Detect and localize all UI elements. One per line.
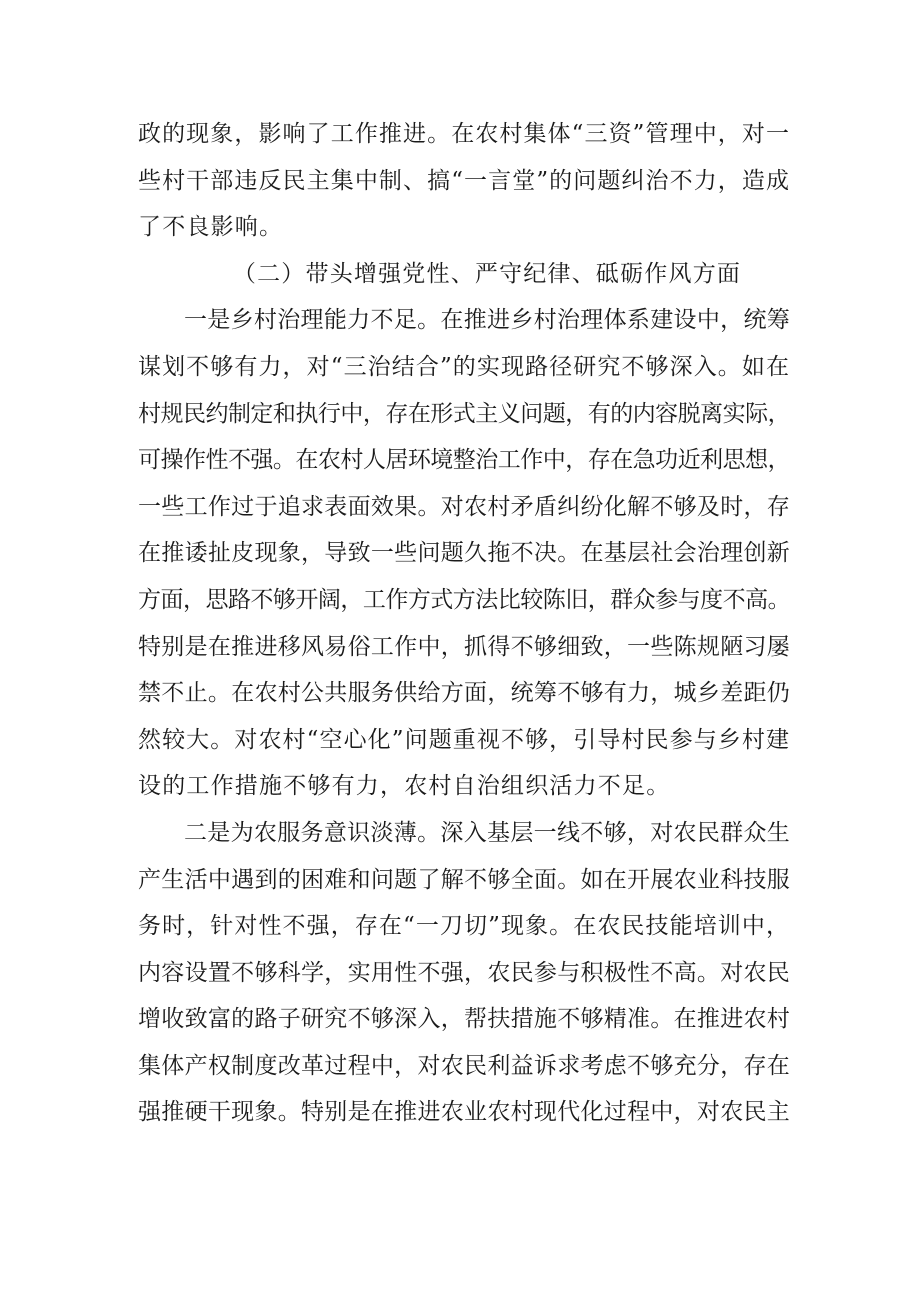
section-heading: （二）带头增强党性、严守纪律、砥砺作风方面 [232, 260, 742, 287]
document-body [138, 111, 790, 1136]
paragraph-line: 政的现象，影响了工作推进。在农村集体“三资”管理中，对一 [138, 121, 790, 147]
paragraph-line: 增收致富的路子研究不够深入，帮扶措施不够精准。在推进农村 [138, 1006, 790, 1033]
paragraph-line: 务时，针对性不强，存在“一刀切”现象。在农民技能培训中， [138, 913, 790, 940]
paragraph-line: 内容设置不够科学，实用性不强，农民参与积极性不高。对农民 [138, 959, 790, 986]
paragraph-line: 设的工作措施不够有力，农村自治组织活力不足。 [138, 773, 671, 800]
paragraph-line: 村规民约制定和执行中，存在形式主义问题，有的内容脱离实际， [138, 400, 790, 427]
paragraph-line: 一些工作过于追求表面效果。对农村矛盾纠纷化解不够及时，存 [138, 493, 790, 520]
paragraph-line: 禁不止。在农村公共服务供给方面，统筹不够有力，城乡差距仍 [138, 680, 790, 707]
paragraph-line: 特别是在推进移风易俗工作中，抓得不够细致，一些陈规陋习屡 [138, 633, 790, 660]
paragraph-line: 集体产权制度改革过程中，对农民利益诉求考虑不够充分，存在 [138, 1052, 790, 1079]
paragraph-line: 在推诿扯皮现象，导致一些问题久拖不决。在基层社会治理创新 [138, 540, 790, 567]
paragraph-line: 二是为农服务意识淡薄。深入基层一线不够，对农民群众生 [184, 819, 790, 846]
paragraph-line: 了不良影响。 [138, 214, 284, 241]
paragraph-line: 一是乡村治理能力不足。在推进乡村治理体系建设中，统筹 [184, 307, 790, 334]
paragraph-line: 些村干部违反民主集中制、搞“一言堂”的问题纠治不力，造成 [138, 167, 790, 194]
paragraph-line: 可操作性不强。在农村人居环境整治工作中，存在急功近利思想， [138, 447, 790, 474]
paragraph-line: 方面，思路不够开阔，工作方式方法比较陈旧，群众参与度不高。 [138, 586, 790, 613]
paragraph-line: 谋划不够有力，对“三治结合”的实现路径研究不够深入。如在 [138, 353, 790, 380]
paragraph-line: 强推硬干现象。特别是在推进农业农村现代化过程中，对农民主 [138, 1099, 790, 1126]
paragraph-line: 然较大。对农村“空心化”问题重视不够，引导村民参与乡村建 [138, 726, 790, 753]
paragraph-line: 产生活中遇到的困难和问题了解不够全面。如在开展农业科技服 [138, 866, 790, 893]
